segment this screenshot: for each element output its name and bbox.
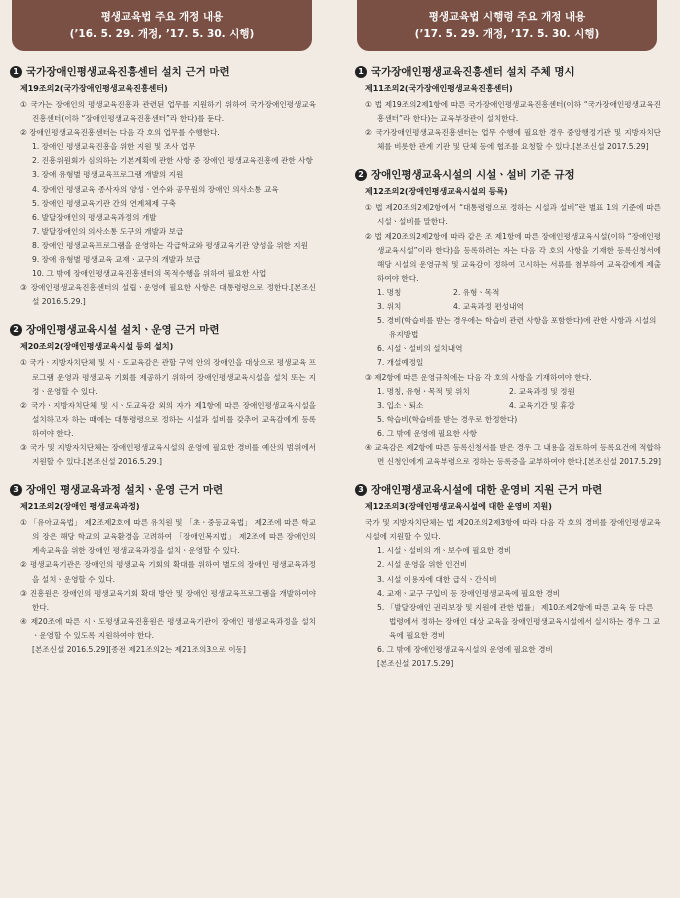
amendment-note: [본조신설 2016.5.29][종전 제21조의2는 제21조의3으로 이동] [32, 645, 246, 654]
list-item: 5. 경비(학습비를 받는 경우에는 학습비 관련 사항을 포함한다)에 관한 사항과 시설의 유지방법 [377, 316, 657, 340]
list-item: 1. 장애인 평생교육진흥을 위한 지원 및 조사 업무 [32, 142, 196, 152]
left-section-3-title [10, 483, 316, 498]
section-title-text: 국가장애인평생교육진흥센터 설치 주체 명시 [371, 66, 575, 78]
list-item: 2. 진흥위원회가 심의하는 기본계획에 관한 사항 중 장애인 평생교육진흥에 관한 사항 [32, 156, 313, 166]
list-item: 9. 장애 유형별 평생교육 교재ㆍ교구의 개발과 보급 [32, 255, 201, 265]
paragraph: ② 국가ㆍ지방자치단체 및 시ㆍ도교육감 외의 자가 제1항에 따른 장애인평생교육시설을 설치하고자 하는 때에는 대통령령으로 정하는 시설과 설비를 갖추어 교육감에게 등록하여야 한다. [20, 400, 316, 438]
right-section-3-title [355, 483, 661, 498]
left-header [12, 0, 312, 51]
list-row [377, 300, 661, 314]
right-header-title: 평생교육법 시행령 주요 개정 내용 [428, 11, 586, 23]
list-item: 4. 장애인 평생교육 종사자의 양성ㆍ연수와 공무원의 장애인 의사소통 교육 [32, 184, 279, 194]
list-row [377, 286, 661, 300]
number-badge-icon: 2 [355, 169, 367, 181]
paragraph: ① 법 제20조의2제2항에서 “대통령령으로 정하는 시설과 설비”란 별표 1의 기준에 따른 시설ㆍ설비를 말한다. [365, 203, 661, 227]
section-title-text: 장애인 평생교육과정 설치ㆍ운영 근거 마련 [26, 484, 224, 497]
list-item: 1. 명칭 [377, 287, 402, 297]
list-item: 5. 학습비(학습비를 받는 경우로 한정한다) [377, 414, 518, 424]
left-column [8, 0, 316, 657]
section-title-text: 장애인평생교육시설에 대한 운영비 지원 근거 마련 [371, 484, 603, 497]
paragraph: ③ 장애인평생교육진흥센터의 설립ㆍ운영에 필요한 사항은 대통령령으로 정한다.[본조신설 2016.5.29.] [20, 283, 316, 307]
section-title-text: 국가장애인평생교육진흥센터 설치 근거 마련 [26, 66, 230, 78]
right-section-2-title [355, 168, 661, 183]
right-header [357, 0, 657, 51]
paragraph: ③ 진흥원은 장애인의 평생교육기회 확대 방안 및 장애인 평생교육프로그램을 개발하여야 한다. [20, 588, 316, 612]
paragraph: ① 국가는 장애인의 평생교육진흥과 관련된 업무를 지원하기 위하여 국가장애인평생교육진흥센터(이하 “장애인평생교육진흥센터”라 한다)를 둔다. [20, 100, 316, 124]
paragraph: ① 국가ㆍ지방자치단체 및 시ㆍ도교육감은 관할 구역 안의 장애인을 대상으로 평생교육 프로그램 운영과 평생교육 기회를 제공하기 위하여 장애인평생교육시설을 설치 또는 지정ㆍ운영할 수 있다. [20, 358, 316, 396]
list-item: 5. 「발달장애인 권리보장 및 지원에 관한 법률」 제10조제2항에 따른 교육 등 다른 법령에서 정하는 장애인 대상 교육을 장애인평생교육시설에서 실시하는 경우 그 교육에 필요한 경비 [377, 602, 661, 640]
left-section-2-title [10, 323, 316, 338]
paragraph: ② 평생교육기관은 장애인의 평생교육 기회의 확대를 위하여 별도의 장애인 평생교육과정을 설치ㆍ운영할 수 있다. [20, 560, 316, 584]
paragraph: ② 국가장애인평생교육진흥센터는 업무 수행에 필요한 경우 중앙행정기관 및 지방자치단체를 비롯한 관계 기관 및 단체 등에 협조를 요청할 수 있다.[본조신설 2017.5.29] [365, 128, 661, 152]
left-section-1-title [10, 65, 316, 80]
list-item: 4. 교육과정 편성내역 [453, 302, 524, 312]
list-item: 7. 발달장애인의 의사소통 도구의 개발과 보급 [32, 226, 184, 236]
number-badge-icon: 3 [10, 484, 22, 496]
number-badge-icon: 1 [10, 66, 22, 78]
paragraph: ④ 교육감은 제2항에 따른 등록신청서를 받은 경우 그 내용을 검토하여 등록요건에 적합하면 신청인에게 교육부령으로 정하는 등록증을 교부하여야 한다.[본조신설 2017.5.29] [365, 442, 661, 467]
article-heading: 제12조의3(장애인평생교육시설에 대한 운영비 지원) [365, 502, 552, 512]
right-section-1-title [355, 65, 661, 80]
list-item: 1. 시설ㆍ설비의 개ㆍ보수에 필요한 경비 [377, 546, 512, 556]
paragraph: ④ 제20조에 따른 시ㆍ도평생교육진흥원은 평생교육기관이 장애인 평생교육과정을 설치ㆍ운영할 수 있도록 지원하여야 한다. [20, 616, 316, 640]
list-row [377, 385, 661, 399]
list-item: 2. 교육과정 및 정원 [509, 386, 575, 396]
list-item: 4. 교육기간 및 휴강 [509, 400, 575, 410]
amendment-note: [본조신설 2017.5.29] [377, 659, 454, 669]
list-row [377, 399, 661, 413]
number-badge-icon: 1 [355, 66, 367, 78]
list-item: 3. 입소ㆍ퇴소 [377, 400, 424, 410]
paragraph: ② 장애인평생교육진흥센터는 다음 각 호의 업무를 수행한다. [20, 128, 220, 138]
left-header-title: 평생교육법 주요 개정 내용 [100, 11, 224, 23]
left-header-dates: (’16. 5. 29. 개정, ’17. 5. 30. 시행) [69, 28, 255, 40]
right-column [353, 0, 661, 671]
number-badge-icon: 3 [355, 484, 367, 496]
section-title-text: 장애인평생교육시설 설치ㆍ운영 근거 마련 [26, 324, 220, 337]
article-heading: 제12조의2(장애인평생교육시설의 등록) [365, 187, 508, 197]
paragraph: ③ 국가 및 지방자치단체는 장애인평생교육시설의 운영에 필요한 경비를 예산의 범위에서 지원할 수 있다.[본조신설 2016.5.29.] [20, 442, 316, 467]
article-heading: 제20조의2(장애인평생교육시설 등의 설치) [20, 342, 174, 352]
paragraph: ② 법 제20조의2제2항에 따라 같은 조 제1항에 따른 장애인평생교육시설(이하 “장애인평생교육시설”이라 한다)을 등록하려는 자는 다음 각 호의 사항을 기재한 등록신청서에 해당 시설의 운영규칙 및 교육감이 정하여 고시하는 서류를 첨부하여 교육감에게 제출하여야 한다. [365, 231, 661, 283]
list-item: 6. 시설ㆍ설비의 설치내역 [377, 344, 463, 354]
list-item: 1. 명칭, 유형ㆍ목적 및 위치 [377, 386, 470, 396]
paragraph: ① 법 제19조의2제1항에 따른 국가장애인평생교육진흥센터(이하 “국가장애인평생교육진흥센터”라 한다)는 교육부장관이 설치한다. [365, 100, 661, 124]
article-heading: 제19조의2(국가장애인평생교육진흥센터) [20, 84, 168, 93]
right-header-dates: (’17. 5. 29. 개정, ’17. 5. 30. 시행) [414, 28, 600, 40]
article-heading: 제21조의2(장애인 평생교육과정) [20, 502, 140, 512]
list-item: 2. 유형ㆍ목적 [453, 287, 500, 297]
list-item: 3. 위치 [377, 302, 402, 312]
list-item: 7. 개설예정일 [377, 358, 424, 368]
list-item: 6. 그 밖에 장애인평생교육시설의 운영에 필요한 경비 [377, 645, 553, 654]
list-item: 6. 그 밖에 운영에 필요한 사항 [377, 428, 478, 438]
paragraph: 국가 및 지방자치단체는 법 제20조의2제3항에 따라 다음 각 호의 경비를 장애인평생교육시설에 지원할 수 있다. [365, 518, 661, 542]
list-item: 3. 장애 유형별 평생교육프로그램 개발의 지원 [32, 170, 184, 180]
list-item: 4. 교재ㆍ교구 구입비 등 장애인평생교육에 필요한 경비 [377, 588, 561, 598]
list-item: 5. 장애인 평생교육기관 간의 연계체제 구축 [32, 198, 177, 208]
list-item: 8. 장애인 평생교육프로그램을 운영하는 각급학교와 평생교육기관 양성을 위한 지원 [32, 240, 308, 250]
paragraph: ③ 제2항에 따른 운영규칙에는 다음 각 호의 사항을 기재하여야 한다. [365, 372, 592, 382]
list-item: 3. 시설 이용자에 대한 급식ㆍ간식비 [377, 574, 497, 584]
list-item: 6. 발달장애인의 평생교육과정의 개발 [32, 212, 157, 222]
article-heading: 제11조의2(국가장애인평생교육진흥센터) [365, 84, 513, 93]
section-title-text: 장애인평생교육시설의 시설ㆍ설비 기준 규정 [371, 169, 575, 182]
paragraph: ① 「유아교육법」 제2조제2호에 따른 유치원 및 「초ㆍ중등교육법」 제2조에 따른 학교의 장은 해당 학교의 교육환경을 고려하여 「장애인복지법」 제2조에 따른 장애인의 계속교육을 위한 장애인 평생교육과정을 설치ㆍ운영할 수 있다. [20, 518, 316, 556]
number-badge-icon: 2 [10, 324, 22, 336]
list-item: 2. 시설 운영을 위한 인건비 [377, 560, 468, 570]
list-item: 10. 그 밖에 장애인평생교육진흥센터의 목적수행을 위하여 필요한 사업 [32, 269, 267, 279]
